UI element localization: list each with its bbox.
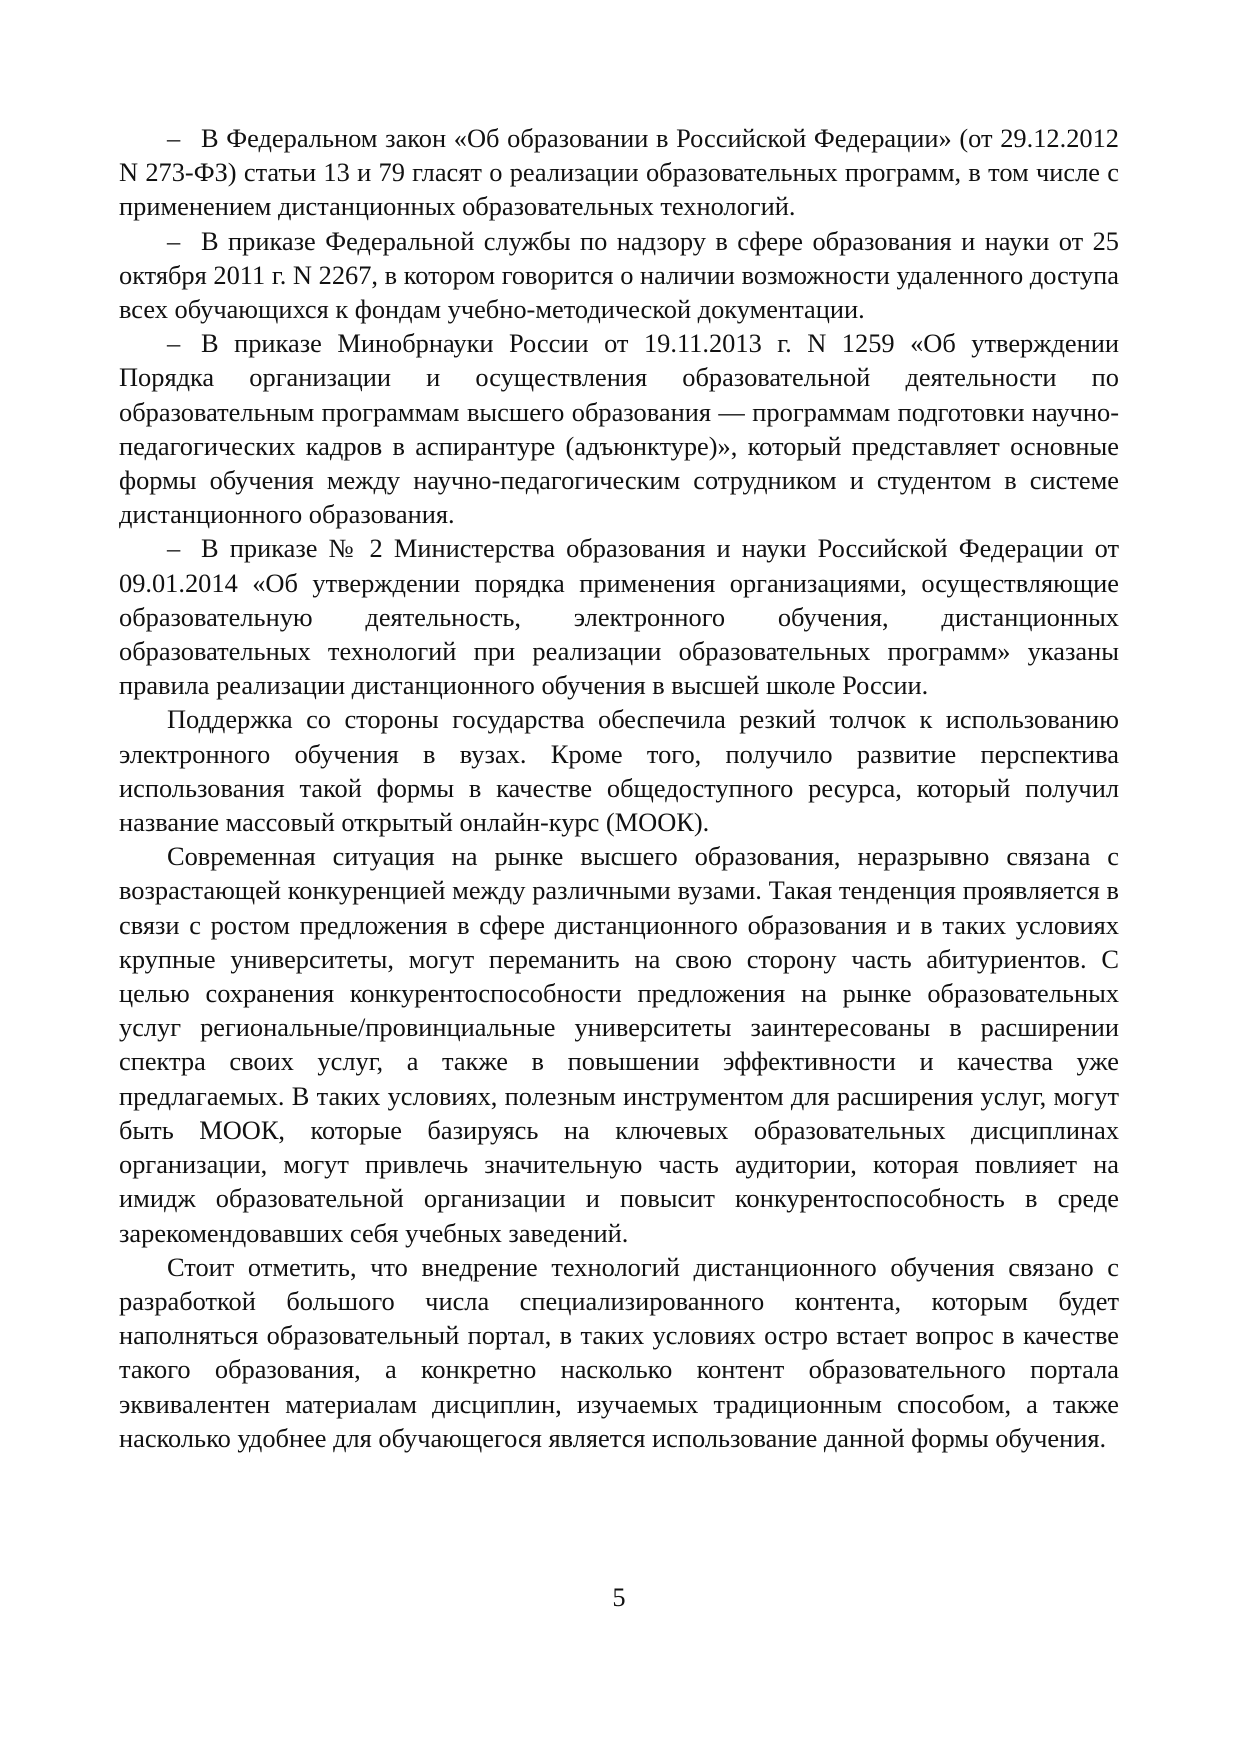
dash-marker: –	[167, 328, 181, 359]
list-item-text: В приказе № 2 Министерства образования и науки Российской Федерации от 09.01.2014 «Об утверждении порядка применения организациями, осуществляющие образовательную деятельность, электронного обучения, дистанционных образовательных технологий при реализации образовательных программ» указаны правила реализации дистанционного обучения в высшей школе России.	[119, 533, 1119, 701]
dash-marker: –	[167, 123, 181, 153]
dash-marker: –	[167, 533, 181, 564]
paragraph-content-development: Стоит отметить, что внедрение технологий дистанционного обучения связано с разработкой большого числа специализированного контента, которым будет наполняться образовательный портал, в таких условиях остро встает вопрос в качестве такого образования, а конкретно насколько контент образовательного портала эквивалентен материалам дисциплин, изучаемых традиционным способом, а также насколько удобнее для обучающегося является использование данной формы обучения.	[119, 1251, 1119, 1453]
list-item-text: В приказе Федеральной службы по надзору в сфере образования и науки от 25 октября 2011 г. N 2267, в котором говорится о наличии возможности удаленного доступа всех обучающихся к фондам учебно-методической документации.	[119, 225, 1119, 325]
dash-marker: –	[167, 225, 181, 256]
body-text	[119, 121, 1119, 1455]
list-item-3	[119, 326, 1119, 531]
list-item-2	[119, 224, 1119, 327]
document-page	[119, 121, 1119, 1641]
list-item-text: В Федеральном закон «Об образовании в Российской Федерации» (от 29.12.2012 N 273-ФЗ) статьи 13 и 79 гласят о реализации образовательных программ, в том числе с применением дистанционных образовательных технологий.	[119, 123, 1119, 222]
list-item-text: В приказе Минобрнауки России от 19.11.2013 г. N 1259 «Об утверждении Порядка организации и осуществления образовательной деятельности по образовательным программам высшего образования — программам подготовки научно-педагогических кадров в аспирантуре (адъюнктуре)», который представляет основные формы обучения между научно-педагогическим сотрудником и студентом в системе дистанционного образования.	[119, 328, 1119, 530]
paragraph-state-support: Поддержка со стороны государства обеспечила резкий толчок к использованию электронного обучения в вузах. Кроме того, получило развитие перспектива использования такой формы в качестве общедоступного ресурса, который получил название массовый открытый онлайн-курс (МООК).	[119, 704, 1119, 838]
page-number: 5	[612, 1582, 626, 1612]
list-item-1	[119, 121, 1119, 224]
paragraph-market-situation: Современная ситуация на рынке высшего образования, неразрывно связана с возрастающей конкуренцией между различными вузами. Такая тенденция проявляется в связи с ростом предложения в сфере дистанционного образования и в таких условиях крупные университеты, могут переманить на свою сторону часть абитуриентов. С целью сохранения конкурентоспособности предложения на рынке образовательных услуг региональные/провинциальные университеты заинтересованы в расширении спектра своих услуг, а также в повышении эффективности и качества уже предлагаемых. В таких условиях, полезным инструментом для расширения услуг, могут быть МООК, которые базируясь на ключевых образовательных дисциплинах организации, могут привлечь значительную часть аудитории, которая повлияет на имидж образовательной организации и повысит конкурентоспособность в среде зарекомендовавших себя учебных заведений.	[119, 841, 1119, 1248]
list-item-4	[119, 531, 1119, 702]
